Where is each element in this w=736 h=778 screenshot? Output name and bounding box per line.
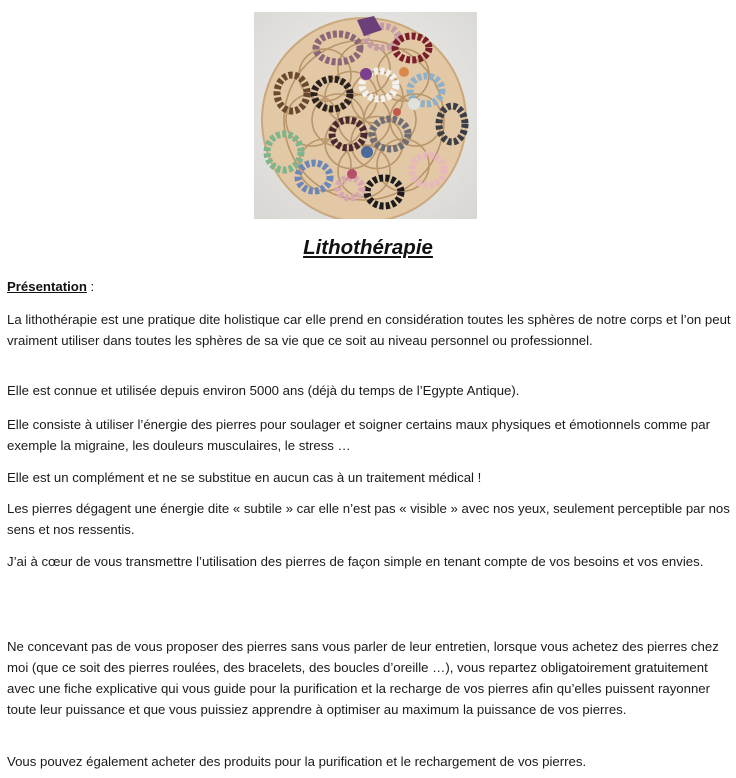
paragraph-maintenance: Ne concevant pas de vous proposer des pierres sans vous parler de leur entretien, lorsque vous achetez des pierres chez moi (que ce soit des pierres roulées, des bracelets, des boucles d’oreille …), vous repartez obligatoirement gratuitement avec une fiche explicative qui vous guide pour la purification et la recharge de vos pierres afin qu’elles puissent rayonner toute leur puissance et que vous puissiez apprendre à optimiser au maximum la puissance de vos pierres. — [7, 639, 719, 717]
section-heading — [7, 279, 94, 294]
bracelets-photo — [254, 12, 477, 219]
paragraph-mission: J’ai à cœur de vous transmettre l’utilisation des pierres de façon simple en tenant compte de vos besoins et vos envies. — [7, 554, 704, 569]
section-label-colon: : — [86, 279, 95, 294]
paragraph-history: Elle est connue et utilisée depuis environ 5000 ans (déjà du temps de l’Egypte Antique). — [7, 383, 520, 398]
page-title: Lithothérapie — [303, 236, 433, 259]
paragraph-energy: Les pierres dégagent une énergie dite « subtile » car elle n’est pas « visible » avec nos yeux, seulement perceptible par nos sens et nos ressentis. — [7, 501, 730, 537]
paragraph-products: Vous pouvez également acheter des produits pour la purification et le rechargement de vos pierres. — [7, 754, 587, 769]
paragraph-principle: Elle consiste à utiliser l’énergie des pierres pour soulager et soigner certains maux physiques et émotionnels comme par exemple la migraine, les douleurs musculaires, le stress … — [7, 417, 710, 453]
bracelets-photo-icon — [254, 12, 477, 219]
paragraph-disclaimer: Elle est un complément et ne se substitue en aucun cas à un traitement médical ! — [7, 470, 482, 485]
section-label: Présentation — [7, 279, 87, 294]
paragraph-intro: La lithothérapie est une pratique dite holistique car elle prend en considération toutes les sphères de notre corps et l’on peut vraiment utiliser dans toutes les sphères de sa vie que ce soit au niveau personnel ou professionnel. — [7, 312, 731, 348]
